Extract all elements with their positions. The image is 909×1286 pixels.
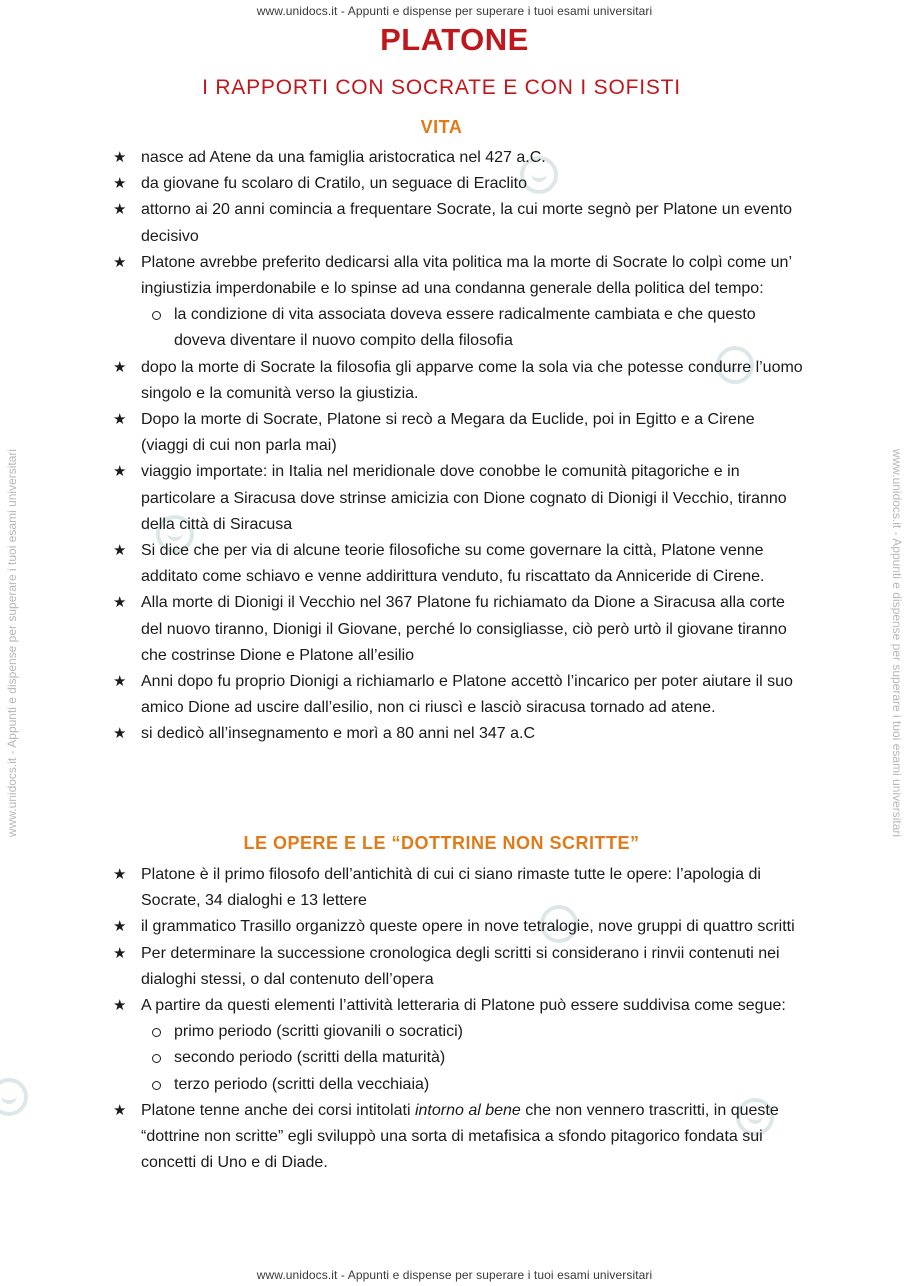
circle-bullet-icon	[152, 1028, 161, 1037]
opere-list	[0, 862, 806, 1176]
list-item: ★ attorno ai 20 anni comincia a frequentare Socrate, la cui morte segnò per Platone un evento decisivo	[0, 197, 806, 249]
list-item: ★ Si dice che per via di alcune teorie filosofiche su come governare la città, Platone venne additato come schiavo e venne addirittura venduto, fu riscattato da Anniceride di Cirene.	[0, 538, 806, 590]
list-item: ★ si dedicò all’insegnamento e morì a 80 anni nel 347 a.C	[0, 721, 806, 747]
sub-list-item: terzo periodo (scritti della vecchiaia)	[141, 1072, 804, 1098]
star-bullet-icon: ★	[113, 253, 127, 271]
watermark-left: www.unidocs.it - Appunti e dispense per superare i tuoi esami universitari	[5, 448, 19, 838]
star-bullet-icon: ★	[113, 149, 127, 166]
sub-list-item: la condizione di vita associata doveva essere radicalmente cambiata e che questo doveva diventare il nuovo compito della filosofia	[141, 302, 804, 354]
list-item: ★ Dopo la morte di Socrate, Platone si recò a Megara da Euclide, poi in Egitto e a Cirene (viaggi di cui non parla mai)	[0, 407, 806, 459]
circle-bullet-icon	[152, 1054, 161, 1063]
sub-list-item: secondo periodo (scritti della maturità)	[141, 1045, 804, 1071]
star-bullet-icon: ★	[113, 411, 127, 429]
star-bullet-icon: ★	[113, 175, 127, 193]
sub-list	[141, 302, 806, 354]
circle-bullet-icon	[152, 311, 161, 320]
star-bullet-icon: ★	[113, 725, 127, 743]
star-bullet-icon: ★	[113, 866, 127, 883]
section-heading-vita: VITA	[420, 117, 463, 137]
star-bullet-icon: ★	[113, 463, 127, 481]
list-item: ★ Platone tenne anche dei corsi intitolati intorno al bene che non vennero trascritti, in queste “dottrine non scritte” egli sviluppò una sorta di metafisica a sfondo pitagorico fondata sui concetti di Uno e di Diade.	[0, 1098, 806, 1177]
list-item: ★ Anni dopo fu proprio Dionigi a richiamarlo e Platone accettò l’incarico per poter aiutare il suo amico Dione ad uscire dall’esilio, non ci riuscì e lasciò siracusa tornado ad atene.	[0, 669, 806, 721]
circle-bullet-icon	[152, 1081, 161, 1090]
list-item: ★ Platone è il primo filosofo dell’antichità di cui ci siano rimaste tutte le opere: l’apologia di Socrate, 34 dialoghi e 13 lettere	[0, 862, 806, 914]
watermark-right: www.unidocs.it - Appunti e dispense per superare i tuoi esami universitari	[890, 448, 904, 838]
page-title: PLATONE	[380, 22, 529, 57]
page-subtitle: I RAPPORTI CON SOCRATE E CON I SOFISTI	[202, 76, 681, 99]
star-bullet-icon: ★	[113, 673, 127, 691]
list-item: ★ Alla morte di Dionigi il Vecchio nel 367 Platone fu richiamato da Dione a Siracusa alla corte del nuovo tiranno, Dionigi il Giovane, perché lo consigliasse, ciò però urtò il giovane tiranno che costrinse Dione e Platone all’esilio	[0, 590, 806, 669]
section-heading-opere: LE OPERE E LE “DOTTRINE NON SCRITTE”	[243, 833, 640, 853]
sub-list	[141, 1019, 806, 1098]
list-item: ★ nasce ad Atene da una famiglia aristocratica nel 427 a.C.	[0, 145, 806, 171]
list-item: ★ viaggio importate: in Italia nel meridionale dove conobbe le comunità pitagoriche e in particolare a Siracusa dove strinse amicizia con Dione cognato di Dionigi il Vecchio, tiranno della città di Siracusa	[0, 459, 806, 538]
list-item: ★ il grammatico Trasillo organizzò queste opere in nove tetralogie, nove gruppi di quattro scritti	[0, 914, 806, 940]
star-bullet-icon: ★	[113, 201, 127, 219]
star-bullet-icon: ★	[113, 997, 127, 1015]
watermark-top: www.unidocs.it - Appunti e dispense per superare i tuoi esami universitari	[256, 4, 653, 18]
star-bullet-icon: ★	[113, 918, 127, 936]
sub-list-item: primo periodo (scritti giovanili o socratici)	[141, 1019, 804, 1045]
list-item: ★ A partire da questi elementi l’attività letteraria di Platone può essere suddivisa come segue: primo periodo (scritti giovanili o socratici) secondo periodo (scritti della maturità) terzo periodo (scritti della vecchiaia)	[0, 993, 806, 1098]
watermark-bottom: www.unidocs.it - Appunti e dispense per superare i tuoi esami universitari	[256, 1268, 653, 1282]
star-bullet-icon: ★	[113, 594, 127, 612]
list-item: ★ Platone avrebbe preferito dedicarsi alla vita politica ma la morte di Socrate lo colpì come un’ ingiustizia imperdonabile e lo spinse ad una condanna generale della politica del tempo: la condizione di vita associata doveva essere radicalmente cambiata e che questo doveva diventare il nuovo compito della filosofia	[0, 250, 806, 355]
list-item: ★ Per determinare la successione cronologica degli scritti si considerano i rinvii contenuti nei dialoghi stessi, o dal contenuto dell’opera	[0, 941, 806, 993]
vita-list	[0, 145, 806, 748]
list-item: ★ da giovane fu scolaro di Cratilo, un seguace di Eraclito	[0, 171, 806, 197]
italic-phrase: intorno al bene	[414, 1101, 521, 1119]
list-item: ★ dopo la morte di Socrate la filosofia gli apparve come la sola via che potesse condurre l’uomo singolo e la comunità verso la giustizia.	[0, 355, 806, 407]
star-bullet-icon: ★	[113, 1101, 127, 1119]
star-bullet-icon: ★	[113, 358, 127, 376]
star-bullet-icon: ★	[113, 542, 127, 560]
star-bullet-icon: ★	[113, 944, 127, 962]
